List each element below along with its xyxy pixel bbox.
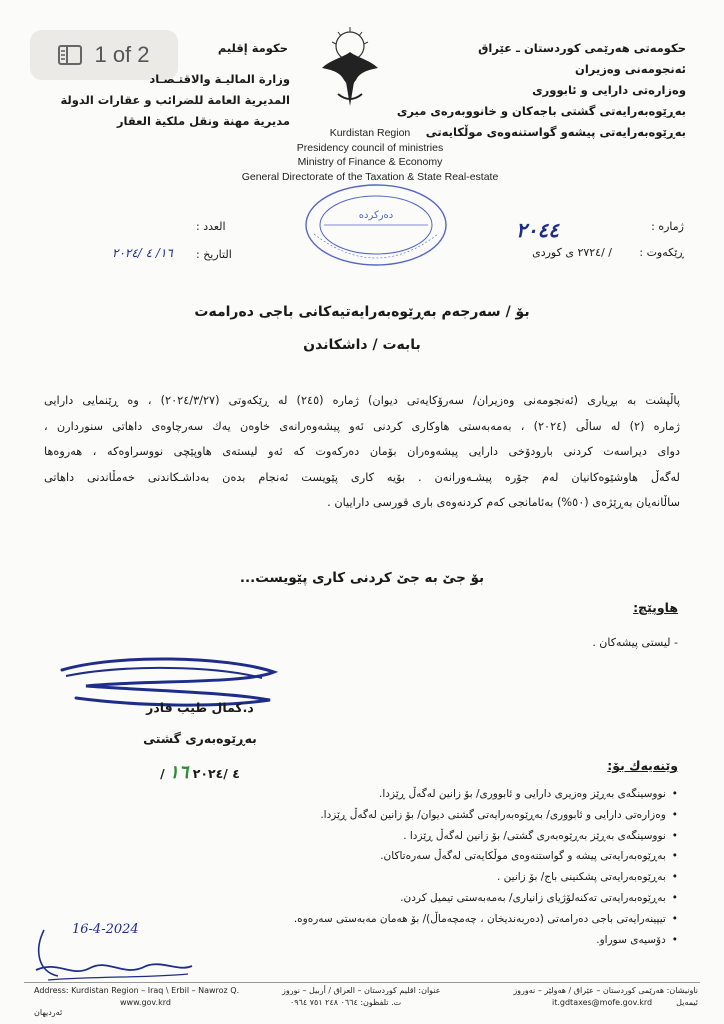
header-line: وەزارەتی دارایی و ئابووری: [532, 83, 686, 97]
cc-item: • دۆسیەی سوراو.: [208, 930, 678, 951]
ref-ar-date-label: التاريخ :: [196, 248, 232, 261]
body-line: ژمارە (٢) لە ساڵی (٢٠٢٤) ، بەمەبەستی هاوكاری كردنی ئەو پیشەوەرانەی خاوەن یەك سەرچاوەی داهاتی سنوردارن ،: [44, 419, 681, 433]
cc-item: • وەزارەتی دارایی و ئابووری/ بەڕێوەبەرایەتی گشتی دیوان/ بۆ زانین لەگەڵ ڕێزدا.: [208, 805, 678, 826]
cc-item: • تیپینەرایەتی باجی دەرامەتی (دەربەندیخان ، چەمچەماڵ)/ بۆ هەمان مەبەستی سەرەوە.: [208, 909, 678, 930]
initials-date: 16-4-2024: [72, 922, 139, 937]
footer-city: ئەرديهان: [34, 1008, 63, 1017]
ref-number-label: ژمارە :: [651, 220, 684, 233]
cc-item: • نووسینگەی بەڕێز وەزیری دارایی و ئابووری/ بۆ زانین لەگەڵ ڕێزدا.: [208, 784, 678, 805]
header-line: مديرية مهنة ونقل ملكية العقار: [116, 114, 290, 128]
footer-email[interactable]: it.gdtaxes@mofe.gov.krd: [552, 998, 653, 1007]
header-line: بەڕێوەبەرایەتی پیشەو گواستنەوەی موڵكایەتی: [425, 125, 686, 139]
cc-list: [208, 784, 678, 950]
stamp-label: دەرکرده: [358, 210, 394, 221]
ministry-line: General Directorate of the Taxation & State Real-estate: [241, 170, 499, 183]
footer-website[interactable]: www.gov.krd: [120, 998, 171, 1007]
signer-name: د.كمال طيب قادر: [146, 700, 254, 715]
header-line: ئەنجومەنی وەزیران: [575, 62, 686, 76]
footer-email-label: ئیمەیل: [676, 998, 698, 1007]
ref-ar-date-value: ١٦/ ٤ /٢٠٢٤: [112, 246, 173, 260]
kurdistan-emblem-icon: [318, 24, 382, 120]
header-line: حكومەتی هەرێمی كوردستان ـ عێراق: [478, 41, 686, 55]
body-paragraph: [44, 388, 680, 516]
footer-divider: [24, 982, 700, 983]
footer-address-ar: عنوان: اقليم كوردستان – العراق / أربيل – نوروز: [282, 986, 441, 995]
action-line: بۆ جێ بە جێ كردنی كاری پێویست...: [239, 570, 485, 586]
ref-number-value: ٢٠٤٤: [516, 218, 559, 242]
header-line: بەڕێوەبەرایەتی گشتی باجەكان و خانووبەرەی میری: [396, 104, 686, 118]
subject-to: بۆ / سەرجەم بەڕێوەبەرایەتیەكانی باجی دەرامەت: [194, 304, 530, 320]
footer-address-ku: ناونیشان: هەرێمی كوردستان – عێراق / هەولێر – نەوروز: [513, 986, 698, 995]
cc-item: • بەڕێوەبەرایەتی پشكنینی باج/ بۆ زانین .: [208, 867, 678, 888]
ministry-line: Presidency council of ministries: [296, 141, 444, 154]
header-line: المديرية العامة للضرائب و عقارات الدولة: [60, 93, 290, 107]
header-line: حكومة إقليم: [217, 41, 288, 55]
body-line: لەگەڵ هاوشێوەكانیان لەم جۆرە پیشـەورانەن . بۆیە كاری پێویست ئەنجام بدەن بەداشـكاندنی خەمڵاندنی داهاتی: [44, 470, 680, 484]
cc-item: • بەڕێوەبەرایەتی پیشە و گواستنەوەی موڵكایەتی لەگەڵ سەرەتاكان.: [208, 846, 678, 867]
signature-date-rest: / ٤ /٢٠٢٤: [160, 766, 240, 781]
subject-about: بابەت / داشكاندن: [303, 337, 421, 353]
body-line: دوای دیراسەت كردنی بارودۆخی دارایی پیشەوەران بۆمان دەركەوت كە ئەو لیستەی هاوپێچی نووسراوەكە ، هەروەها: [44, 445, 680, 458]
body-line: ساڵانەیان بەڕێژەی (٥٠%) بەئامانجی كەم كردنەوەی باری قورسی داراییان .: [327, 496, 680, 509]
attachments-item: - لیستی پیشەكان .: [592, 636, 678, 649]
header-line: وزارة الماليـة والاقتـصـاد: [149, 72, 290, 86]
pages-icon: [58, 45, 82, 65]
cc-item: • نووسینگەی بەڕێز بەڕێوەبەری گشتی/ بۆ زانین لەگەڵ ڕێزدا .: [208, 826, 678, 847]
signature-date: [100, 762, 300, 783]
signer-title: بەڕێوەبەری گشتی: [143, 731, 257, 746]
official-stamp: [302, 182, 450, 268]
attachments-heading: هاوپێچ:: [633, 600, 678, 615]
ref-date-label: ڕێكەوت :: [639, 246, 684, 259]
ref-date-value: / /٢٧٢٤ ی كوردی: [532, 246, 612, 259]
ministry-english: [210, 126, 530, 184]
footer-address-en: Address: Kurdistan Region – Iraq \ Erbil – Nawroz Q.: [34, 986, 240, 995]
header-arabic: [60, 38, 290, 132]
footer-phone: ت. تلفظون: ٠٦٦٤ ٢٤٨ ٧٥١ ٠٩٦٤: [290, 998, 402, 1007]
cc-heading: وێنەیەك بۆ:: [607, 758, 678, 773]
ministry-line: Kurdistan Region: [329, 127, 411, 139]
ministry-line: Ministry of Finance & Economy: [297, 156, 443, 168]
body-line: پاڵپشت بە بڕیاری (ئەنجومەنی وەزیران/ سەرۆكایەتی دیوان) ژمارە (٢٤٥) لە ڕێكەوتی (٢٠٢٤/٣/٢٧) ، وە ڕێنمایی دارایی: [44, 394, 680, 407]
signature-date-day: ١٦: [169, 762, 189, 783]
ref-ar-number-label: العدد :: [196, 220, 226, 233]
page-indicator-label: 1 of 2: [94, 42, 150, 67]
cc-item: • بەڕێوەبەرایەتی تەكنەلۆژیای زانیاری/ بەمەبەستی تیمیل كردن.: [208, 888, 678, 909]
